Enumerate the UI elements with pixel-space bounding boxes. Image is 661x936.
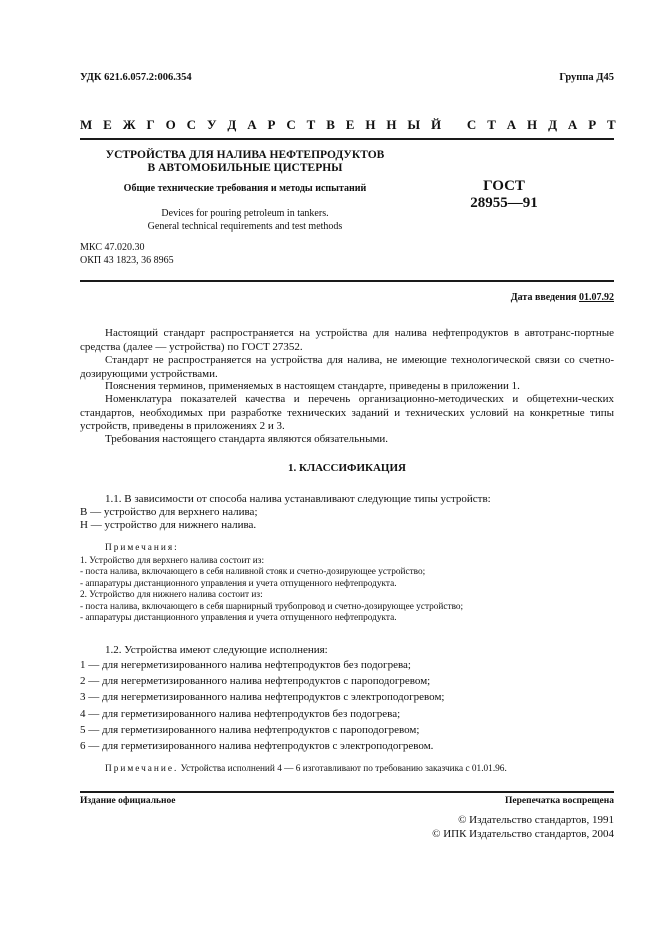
banner-letter: Т <box>306 117 316 132</box>
banner-letter: У <box>206 117 217 132</box>
notes-label: Примечания: <box>105 543 179 553</box>
banner-letter: В <box>326 117 335 132</box>
copyright-1991: © Издательство стандартов, 1991 <box>458 814 614 826</box>
banner-letter: Е <box>103 117 112 132</box>
udk-code: УДК 621.6.057.2:006.354 <box>80 72 192 83</box>
type-n: Н — устройство для нижнего налива. <box>80 519 257 531</box>
execution-item: 2 — для негерметизированного налива нефтепродуктов с пароподогревом; <box>80 675 431 688</box>
banner-letter: Д <box>227 117 237 132</box>
mks-code: МКС 47.020.30 <box>80 242 145 253</box>
banner-letter: Н <box>365 117 376 132</box>
execution-item: 4 — для герметизированного налива нефтепродуктов без подогрева; <box>80 707 401 720</box>
banner-letter: Т <box>607 117 616 132</box>
banner-letter: Т <box>487 117 496 132</box>
banner-letter: Н <box>386 117 397 132</box>
final-note-text: Устройства исполнений 4 — 6 изготавливают по требованию заказчика с 01.01.96. <box>180 764 507 774</box>
introduction-date <box>511 292 614 303</box>
intro-paragraph: Требования настоящего стандарта являются обязательными. <box>105 433 389 445</box>
banner-rule <box>80 138 614 140</box>
executions-list <box>80 657 614 754</box>
banner-letter: С <box>186 117 197 132</box>
banner-letter: О <box>165 117 176 132</box>
note-item: - поста налива, включающего в себя наливной стояк и счетно-дозирующее устройство; <box>80 567 426 578</box>
english-title-line-2: General technical requirements and test methods <box>147 221 343 232</box>
english-title-line-1: Devices for pouring petroleum in tankers. <box>161 208 329 219</box>
intro-paragraph: Стандарт не распространяется на устройства для налива, не имеющие технологической связи со счетно-дозирующими устройствами. <box>80 354 614 380</box>
title-line-2: В АВТОМОБИЛЬНЫЕ ЦИСТЕРНЫ <box>147 162 343 174</box>
intro-paragraph: Номенклатура показателей качества и перечень организационно-методических и общетехни-ческих стандартов, необходимых при разработке технических заданий и технических условий на конкретные типы устройств, приведены в приложениях 2 и 3. <box>80 393 614 432</box>
subtitle: Общие технические требования и методы испытаний <box>123 183 367 194</box>
okp-code: ОКП 43 1823, 36 8965 <box>80 255 174 266</box>
intro-paragraph: Настоящий стандарт распространяется на устройства для налива нефтепродуктов в автотранс-портные средства (далее — устройства) по ГОСТ 27352. <box>80 327 614 353</box>
banner-letter: С <box>466 117 477 132</box>
banner-letter: С <box>286 117 296 132</box>
note-item: 2. Устройство для нижнего налива состоит из: <box>80 590 263 601</box>
execution-item: 1 — для негерметизированного налива нефтепродуктов без подогрева; <box>80 659 411 671</box>
banner-letter: Й <box>431 117 442 132</box>
banner-letter: Д <box>548 117 558 132</box>
reprint-prohibited: Перепечатка воспрещена <box>504 796 614 806</box>
introduction-date-label: Дата введения <box>510 292 577 303</box>
banner-gap <box>452 117 456 133</box>
intro-paragraph: Пояснения терминов, применяемых в настоящем стандарте, приведены в приложении 1. <box>105 380 520 392</box>
type-b: В — устройство для верхнего налива; <box>80 506 258 518</box>
footer-rule <box>80 791 614 793</box>
banner-letter: М <box>80 117 93 132</box>
official-edition: Издание официальное <box>80 796 176 806</box>
title-rule <box>80 280 614 282</box>
execution-item: 3 — для негерметизированного налива нефтепродуктов с электроподогревом; <box>80 691 445 704</box>
title-line-1: УСТРОЙСТВА ДЛЯ НАЛИВА НЕФТЕПРОДУКТОВ <box>105 149 385 161</box>
banner-letter: Ы <box>407 117 421 132</box>
banner-letter: А <box>506 117 517 132</box>
clause-1-2: 1.2. Устройства имеют следующие исполнения: <box>105 644 328 656</box>
interstate-standard-banner <box>80 117 616 133</box>
banner-letter: А <box>567 117 578 132</box>
note-item: 1. Устройство для верхнего налива состоит из: <box>80 556 265 566</box>
note-item: - поста налива, включающего в себя шарнирный трубопровод и счетно-дозирующее устройство; <box>80 601 464 612</box>
execution-item: 5 — для герметизированного налива нефтепродуктов с пароподогревом; <box>80 723 420 736</box>
banner-letter: Н <box>527 117 538 132</box>
section-heading: 1. КЛАССИФИКАЦИЯ <box>288 462 406 474</box>
banner-letter: Ж <box>122 117 136 132</box>
group-code: Группа Д45 <box>559 72 614 83</box>
copyright-2004: © ИПК Издательство стандартов, 2004 <box>432 828 614 840</box>
banner-letter: А <box>247 117 257 132</box>
introduction-date-value: 01.07.92 <box>579 292 614 303</box>
banner-letter: Р <box>267 117 276 132</box>
final-note-label: Примечание. <box>105 764 179 774</box>
note-item: - аппаратуры дистанционного управления и учета отпущенного нефтепродукта. <box>80 613 397 624</box>
clause-1-1: 1.1. В зависимости от способа налива устанавливают следующие типы устройств: <box>105 493 491 505</box>
final-note <box>80 764 614 776</box>
gost-number: 28955—91 <box>470 195 538 211</box>
note-item: - аппаратуры дистанционного управления и учета отпущенного нефтепродукта. <box>80 578 397 589</box>
banner-letter: Е <box>345 117 355 132</box>
execution-item: 6 — для герметизированного налива нефтепродуктов с электроподогревом. <box>80 740 434 753</box>
banner-letter: Р <box>588 117 597 132</box>
gost-label: ГОСТ <box>483 178 525 194</box>
notes-list <box>80 556 620 624</box>
banner-letter: Г <box>146 117 155 132</box>
